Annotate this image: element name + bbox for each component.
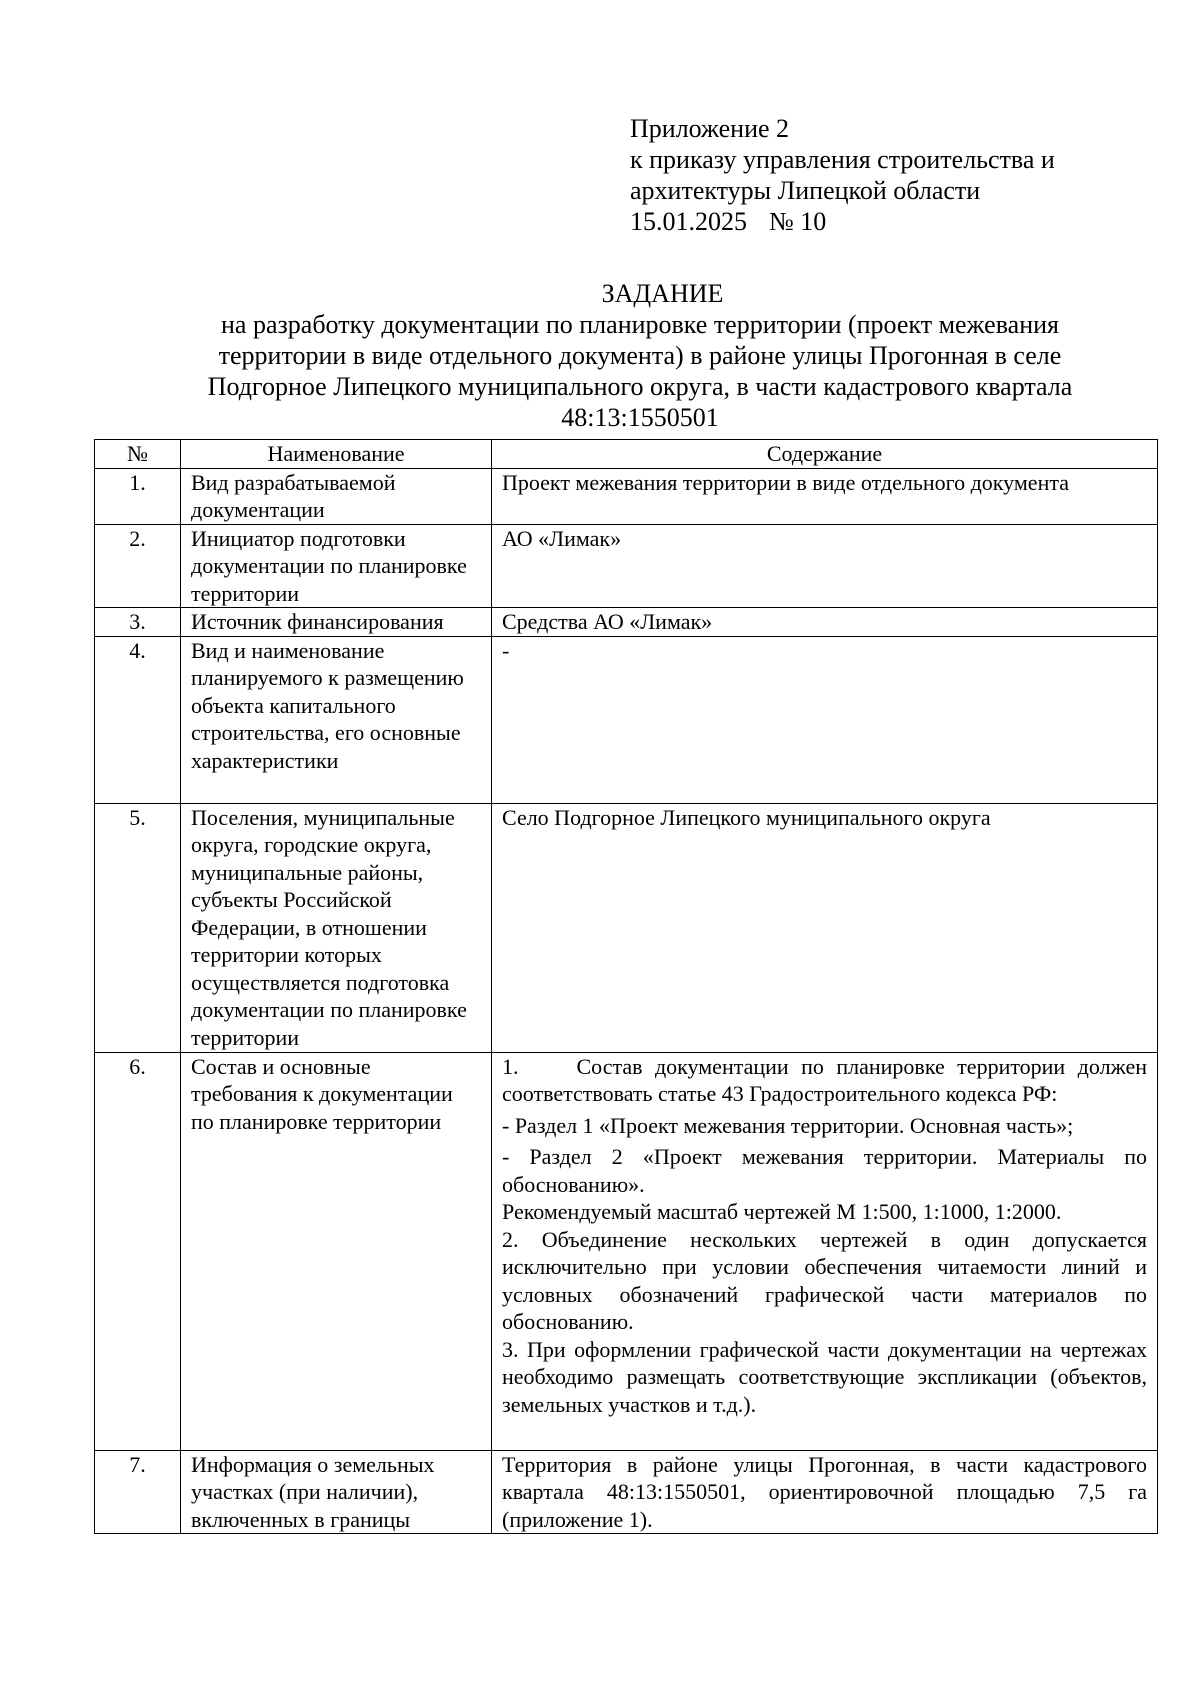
header-content: Содержание	[492, 440, 1158, 469]
header-num: №	[95, 440, 181, 469]
table-row	[95, 803, 1158, 1052]
subtitle-line-1: на разработку документации по планировке территории (проект межевания	[221, 310, 1059, 339]
table-header-row	[95, 440, 1158, 469]
subtitle-line-4: 48:13:1550501	[561, 403, 719, 432]
header-name: Наименование	[181, 440, 492, 469]
row-name: Вид разрабатываемой документации	[181, 468, 492, 524]
order-number: № 10	[769, 207, 827, 236]
graphics-paragraph: 3. При оформлении графической части документации на чертежах необходимо размещать соответствующие экспликации (объектов, земельных участков и т.д.).	[502, 1336, 1147, 1417]
appendix-order-line: к приказу управления строительства и	[630, 145, 1055, 174]
scale-recommendation: Рекомендуемый масштаб чертежей М 1:500, 1:1000, 1:2000.	[502, 1199, 1062, 1224]
section-2-line: - Раздел 2 «Проект межевания территории. Материалы по обоснованию».	[502, 1144, 1147, 1197]
order-date: 15.01.2025	[630, 207, 747, 236]
row-name: Состав и основные требования к документации по планировке территории	[181, 1052, 492, 1450]
row-content	[492, 1052, 1158, 1450]
table-row	[95, 1450, 1158, 1534]
row-name: Информация о земельных участках (при наличии), включенных в границы	[181, 1450, 492, 1534]
appendix-authority-line: архитектуры Липецкой области	[630, 176, 981, 205]
row-content: Средства АО «Лимак»	[492, 608, 1158, 637]
composition-paragraph	[502, 1053, 1147, 1108]
row-content: Проект межевания территории в виде отдельного документа	[492, 468, 1158, 524]
row-name: Инициатор подготовки документации по планировке территории	[181, 524, 492, 608]
subtitle-line-2: территории в виде отдельного документа) в районе улицы Прогонная в селе	[218, 341, 1062, 370]
row-num: 7.	[95, 1450, 181, 1534]
appendix-header	[630, 113, 1055, 237]
row-num: 4.	[95, 636, 181, 803]
table-row	[95, 524, 1158, 608]
task-table	[94, 439, 1158, 1534]
subtitle-line-3: Подгорное Липецкого муниципального округа, в части кадастрового квартала	[207, 372, 1073, 401]
document-subtitle	[140, 309, 1140, 433]
document-title: ЗАДАНИЕ	[601, 279, 724, 308]
merging-paragraph: 2. Объединение нескольких чертежей в один допускается исключительно при условии обеспечения читаемости линий и условных обозначений графической части материалов по обоснованию.	[502, 1226, 1147, 1334]
row-content: АО «Лимак»	[492, 524, 1158, 608]
table-row	[95, 468, 1158, 524]
composition-item-num: 1.	[502, 1053, 519, 1079]
row-num: 3.	[95, 608, 181, 637]
row-num: 5.	[95, 803, 181, 1052]
row-num: 6.	[95, 1052, 181, 1450]
row-name: Поселения, муниципальные округа, городские округа, муниципальные районы, субъекты Российской Федерации, в отношении территории которых осуществляется подготовка документации по планировке территории	[181, 803, 492, 1052]
appendix-date-number	[630, 206, 1055, 237]
row-name: Вид и наименование планируемого к размещению объекта капитального строительства, его основные характеристики	[181, 636, 492, 803]
appendix-title: Приложение 2	[630, 114, 790, 143]
table-row	[95, 636, 1158, 803]
section-1-line: - Раздел 1 «Проект межевания территории. Основная часть»;	[502, 1112, 1074, 1138]
table-row	[95, 1052, 1158, 1450]
row-num: 2.	[95, 524, 181, 608]
row-content: Территория в районе улицы Прогонная, в части кадастрового квартала 48:13:1550501, ориентировочной площадью 7,5 га (приложение 1).	[492, 1450, 1158, 1534]
row-num: 1.	[95, 468, 181, 524]
row-content: Село Подгорное Липецкого муниципального округа	[492, 803, 1158, 1052]
row-name: Источник финансирования	[181, 608, 492, 637]
row-content: -	[492, 636, 1158, 803]
composition-text: Состав документации по планировке территории должен соответствовать статье 43 Градостроительного кодекса РФ:	[502, 1053, 1147, 1106]
table-row	[95, 608, 1158, 637]
